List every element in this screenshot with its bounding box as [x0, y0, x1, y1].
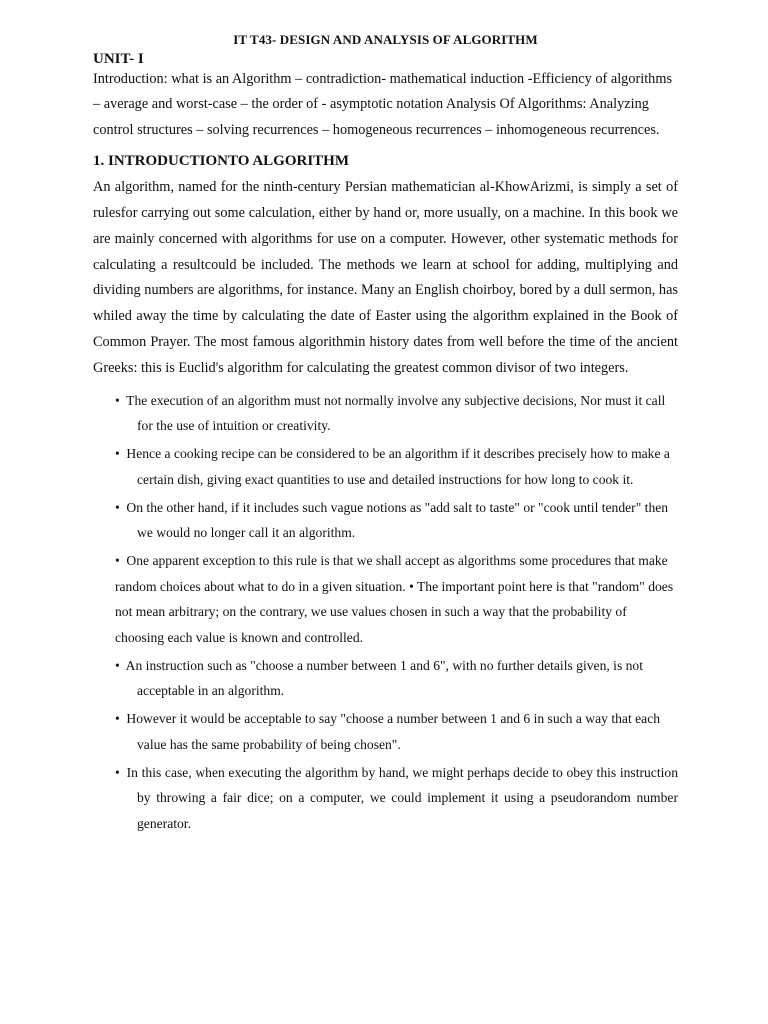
bullet-symbol: • [115, 392, 120, 408]
bullet-item [115, 548, 678, 650]
bullet-symbol: • [115, 657, 120, 673]
bullet-symbol: • [115, 711, 120, 727]
bullet-text: However it would be acceptable to say "choose a number between 1 and 6 in such a way that each value has the same probability of being chosen". [126, 711, 661, 752]
bullet-item [115, 760, 678, 837]
document-title: IT T43- DESIGN AND ANALYSIS OF ALGORITHM [233, 32, 538, 47]
bullet-item [115, 706, 678, 757]
bullet-text: One apparent exception to this rule is that we shall accept as algorithms some procedures that make random choices about what to do in a given situation. • The important point here is that "random" does not mean arbitrary; on the contrary, we use values chosen in such a way that the probability of choosing each value is known and controlled. [115, 553, 674, 645]
bullet-symbol: • [115, 553, 120, 569]
bullet-item [115, 388, 678, 439]
intro-paragraph: An algorithm, named for the ninth-century Persian mathematician al-KhowArizmi, is simply a set of rulesfor carrying out some calculation, either by hand or, more usually, on a machine. In this book we are mainly concerned with algorithms for use on a computer. However, other systematic methods for calculating a resultcould be included. The methods we learn at school for adding, multiplying and dividing numbers are algorithms, for instance. Many an English choirboy, bored by a dull sermon, has whiled away the time by calculating the date of Easter using the algorithm explained in the Book of Common Prayer. The most famous algorithmin history dates from well before the time of the ancient Greeks: this is Euclid's algorithm for calculating the greatest common divisor of two integers. [93, 179, 678, 376]
unit-syllabus: Introduction: what is an Algorithm – contradiction- mathematical induction -Efficiency of algorithms – average and worst-case – the order of - asymptotic notation Analysis Of Algorithms: Analyzing control structures – solving recurrences – homogeneous recurrences – inhomogeneous recurrences. [93, 71, 673, 138]
bullet-text: The execution of an algorithm must not normally involve any subjective decisions, Nor must it call for the use of intuition or creativity. [126, 392, 666, 434]
bullet-symbol: • [115, 764, 120, 780]
bullet-text: In this case, when executing the algorithm by hand, we might perhaps decide to obey this instruction by throwing a fair dice; on a computer, we could implement it using a pseudorandom number generator. [126, 764, 678, 831]
bullet-item [115, 653, 678, 704]
bullet-symbol: • [115, 499, 120, 515]
bullet-item [115, 495, 678, 546]
bullet-text: An instruction such as "choose a number between 1 and 6", with no further details given, is not acceptable in an algorithm. [125, 657, 644, 699]
section-heading: 1. INTRODUCTIONTO ALGORITHM [93, 153, 350, 170]
bullet-text: Hence a cooking recipe can be considered to be an algorithm if it describes precisely how to make a certain dish, giving exact quantities to use and detailed instructions for how long to cook it. [126, 446, 670, 487]
bullet-list [115, 388, 678, 837]
bullet-symbol: • [115, 446, 120, 462]
bullet-item [115, 441, 678, 492]
bullet-text: On the other hand, if it includes such vague notions as "add salt to taste" or "cook until tender" then we would no longer call it an algorithm. [126, 499, 669, 541]
unit-heading: UNIT- I [93, 51, 144, 67]
